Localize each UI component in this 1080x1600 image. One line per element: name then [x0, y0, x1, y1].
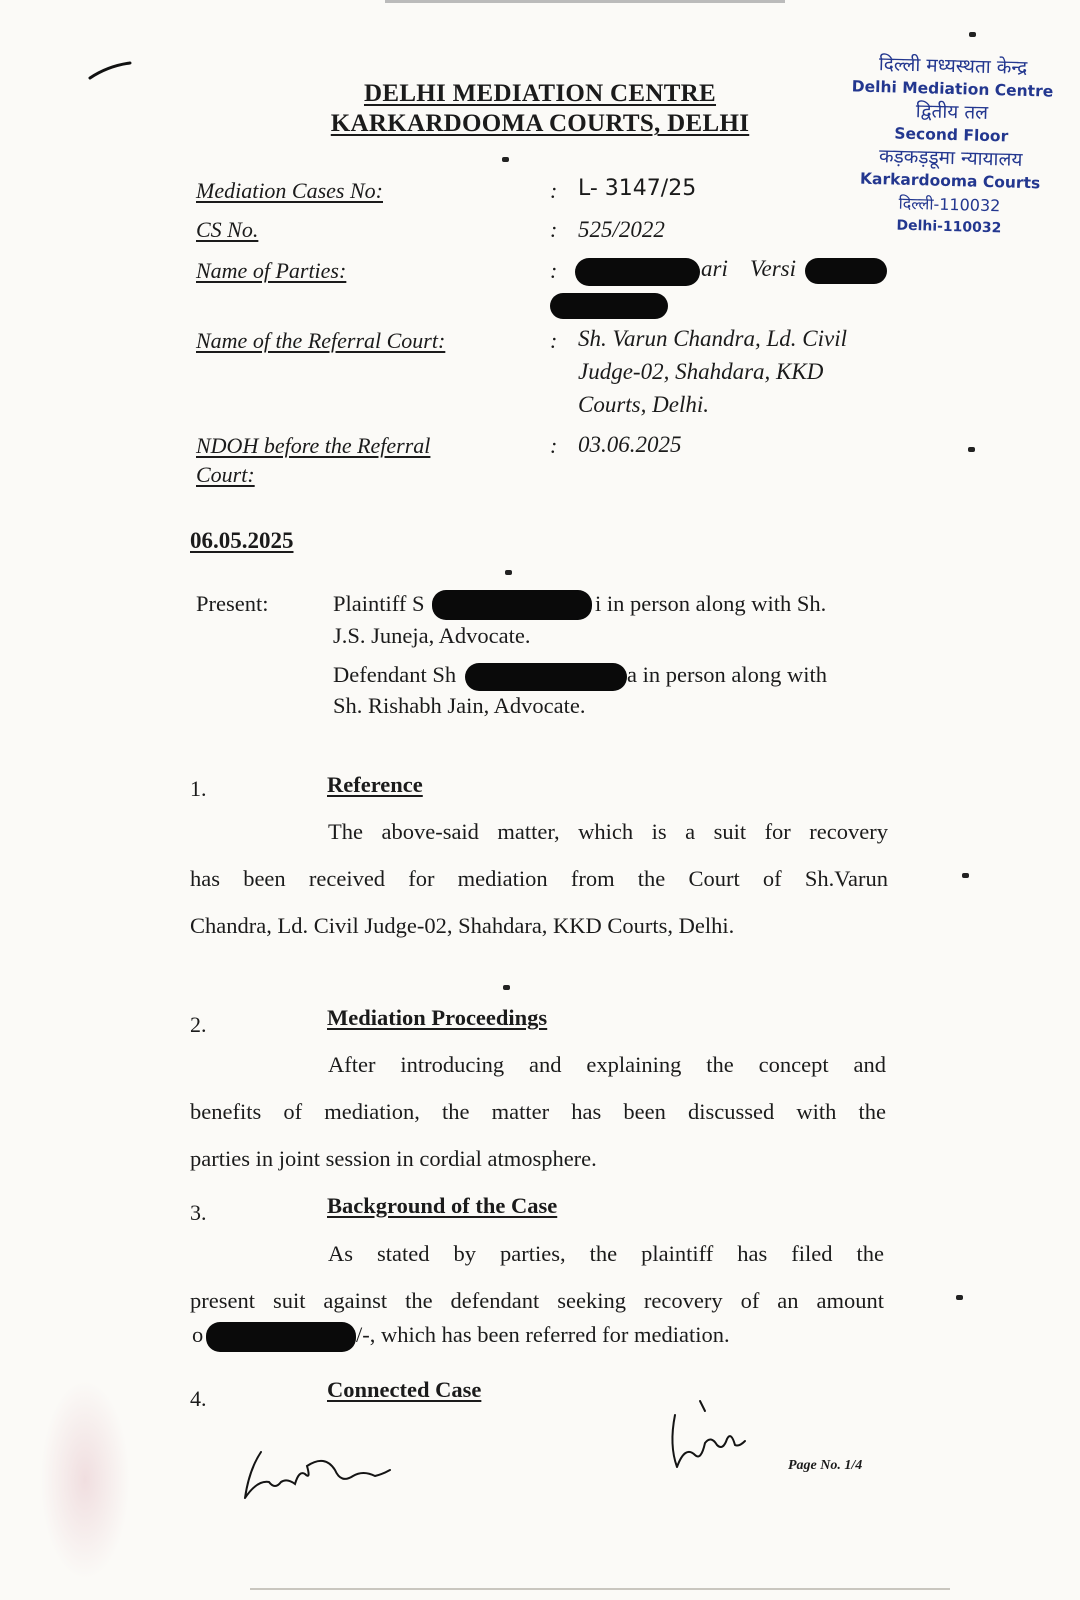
section-title-connected-case: Connected Case [327, 1377, 482, 1402]
section-text-line: present suit against the defendant seeking recovery of an amount [190, 1288, 884, 1313]
section-number: 1. [190, 776, 207, 801]
section-text-line: has been received for mediation from the Court of Sh.Varun [190, 866, 888, 891]
stamp-hindi-floor: द्वितीय तल [915, 100, 989, 124]
colon: : [550, 258, 558, 283]
stamp-court: Karkardooma Courts [859, 169, 1041, 193]
centre-title: DELHI MEDIATION CENTRE [363, 80, 717, 107]
page-number: Page No. 1/4 [788, 1458, 863, 1473]
stamp-floor: Second Floor [894, 124, 1009, 146]
colon: : [550, 178, 558, 203]
parties-label: Name of Parties: [196, 258, 347, 283]
stray-dot [969, 32, 976, 37]
stamp-hindi-pin: दिल्ली-110032 [898, 193, 1001, 216]
stamp-centre: Delhi Mediation Centre [851, 77, 1054, 101]
colon: : [550, 328, 558, 353]
redaction [206, 1322, 356, 1352]
stray-dot [962, 873, 969, 878]
ndoh-value: 03.06.2025 [578, 432, 682, 457]
parties-value-part1: ari [701, 256, 728, 281]
case-no-value: L- 3147/25 [578, 176, 697, 201]
present-label: Present: [196, 591, 269, 616]
court-title: KARKARDOOMA COURTS, DELHI [330, 110, 750, 137]
section-title-mediation-proceedings: Mediation Proceedings [327, 1005, 548, 1030]
defendant-prefix: Defendant Sh [333, 662, 457, 687]
ndoh-label-line1: NDOH before the Referral [196, 433, 431, 458]
plaintiff-counsel: J.S. Juneja, Advocate. [333, 623, 531, 648]
defendant-suffix: a in person along with [627, 662, 827, 687]
proceedings-date: 06.05.2025 [190, 528, 294, 553]
stray-dot [503, 985, 510, 990]
bottom-edge-line [250, 1588, 950, 1590]
scan-smudge [40, 1380, 130, 1580]
stray-dot [505, 570, 512, 575]
section-text-line: As stated by parties, the plaintiff has filed the [328, 1241, 884, 1266]
section-text-prefix: o [192, 1322, 204, 1347]
case-no-label: Mediation Cases No: [196, 178, 383, 203]
stray-dot [502, 157, 509, 162]
stamp-hindi-court: कड़कड़डूमा न्यायालय [878, 145, 1023, 171]
section-title-reference: Reference [327, 772, 423, 797]
mediation-centre-stamp [834, 52, 1069, 242]
top-edge-line [385, 0, 785, 3]
section-number: 3. [190, 1200, 207, 1225]
colon: : [550, 433, 558, 458]
defendant-counsel: Sh. Rishabh Jain, Advocate. [333, 693, 586, 718]
referral-court-label: Name of the Referral Court: [196, 328, 446, 353]
section-text-line: /-, which has been referred for mediation. [356, 1322, 730, 1347]
colon: : [550, 217, 558, 242]
section-text-line: benefits of mediation, the matter has been discussed with the [190, 1099, 886, 1124]
section-number: 4. [190, 1386, 207, 1411]
parties-value-part2: Versi [750, 256, 796, 281]
redaction [805, 258, 887, 284]
redaction [550, 293, 668, 319]
plaintiff-prefix: Plaintiff S [333, 591, 425, 616]
stray-dot [956, 1295, 963, 1300]
redaction [432, 590, 592, 620]
cs-no-value: 525/2022 [578, 217, 665, 242]
party-signature [665, 1395, 765, 1485]
cs-no-label: CS No. [196, 217, 259, 242]
plaintiff-suffix: i in person along with Sh. [595, 591, 827, 616]
mediator-signature [235, 1440, 405, 1510]
section-text-line: The above-said matter, which is a suit for recovery [328, 819, 888, 844]
referral-court-line3: Courts, Delhi. [578, 392, 709, 417]
stamp-hindi-centre: दिल्ली मध्यस्थता केन्द्र [878, 53, 1028, 79]
stamp-pin: Delhi-110032 [896, 217, 1002, 237]
section-title-background: Background of the Case [327, 1193, 558, 1218]
redaction [575, 258, 700, 286]
ndoh-label-line2: Court: [196, 462, 255, 487]
referral-court-line1: Sh. Varun Chandra, Ld. Civil [578, 326, 848, 351]
referral-court-line2: Judge-02, Shahdara, KKD [578, 359, 824, 384]
section-number: 2. [190, 1012, 207, 1037]
tick-mark [88, 60, 133, 82]
section-text-line: After introducing and explaining the concept and [328, 1052, 886, 1077]
section-text-line: parties in joint session in cordial atmosphere. [190, 1146, 597, 1171]
stray-dot [968, 447, 975, 452]
section-text-line: Chandra, Ld. Civil Judge-02, Shahdara, KKD Courts, Delhi. [190, 913, 735, 938]
redaction [465, 663, 627, 691]
